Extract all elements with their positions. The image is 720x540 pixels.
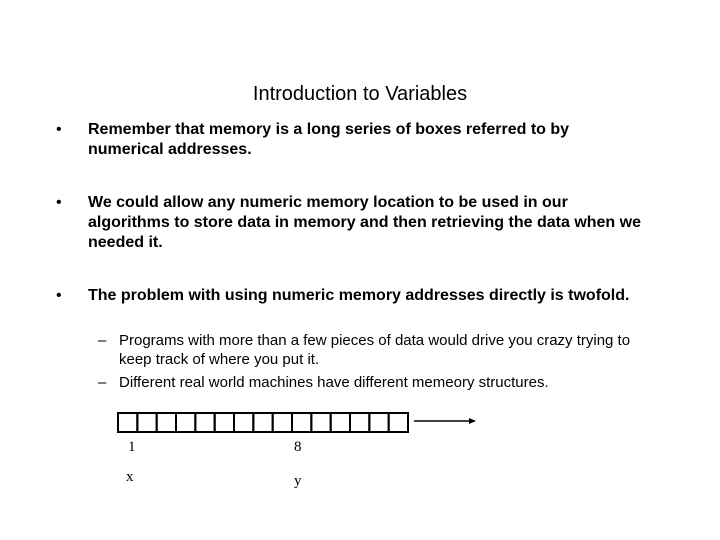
memory-cell xyxy=(389,413,408,432)
sub-bullet-marker: – xyxy=(98,332,107,349)
memory-cell xyxy=(176,413,195,432)
memory-cell xyxy=(253,413,272,432)
variable-label: y xyxy=(294,473,302,489)
address-label: 1 xyxy=(128,439,136,455)
memory-cells xyxy=(118,413,408,432)
memory-cell xyxy=(157,413,176,432)
sub-bullet-text: Different real world machines have different memeory structures. xyxy=(119,374,549,391)
bullet-text: The problem with using numeric memory addresses directly is twofold. xyxy=(88,287,630,304)
right-arrow-icon xyxy=(469,418,476,424)
sub-bullet-text: Programs with more than a few pieces of data would drive you crazy trying to keep track of where you put it. xyxy=(119,332,631,368)
bullet-marker: • xyxy=(56,121,62,138)
bullet-text: We could allow any numeric memory location to be used in our algorithms to store data in memory and then retrieving the data when we needed it. xyxy=(88,194,641,251)
memory-cell xyxy=(311,413,330,432)
slide-title: Introduction to Variables xyxy=(252,83,468,105)
memory-cell xyxy=(137,413,156,432)
memory-cell xyxy=(331,413,350,432)
memory-cell xyxy=(369,413,388,432)
memory-cell xyxy=(350,413,369,432)
bullet-marker: • xyxy=(56,287,62,304)
bullet-marker: • xyxy=(56,194,62,211)
address-label: 8 xyxy=(294,439,302,455)
variable-label: x xyxy=(126,469,134,485)
memory-cell xyxy=(118,413,137,432)
memory-cell xyxy=(215,413,234,432)
memory-cell xyxy=(292,413,311,432)
bullet-text: Remember that memory is a long series of boxes referred to by numerical addresses. xyxy=(88,121,570,158)
memory-cell xyxy=(273,413,292,432)
memory-cell xyxy=(234,413,253,432)
sub-bullet-marker: – xyxy=(98,374,107,391)
memory-cell xyxy=(195,413,214,432)
